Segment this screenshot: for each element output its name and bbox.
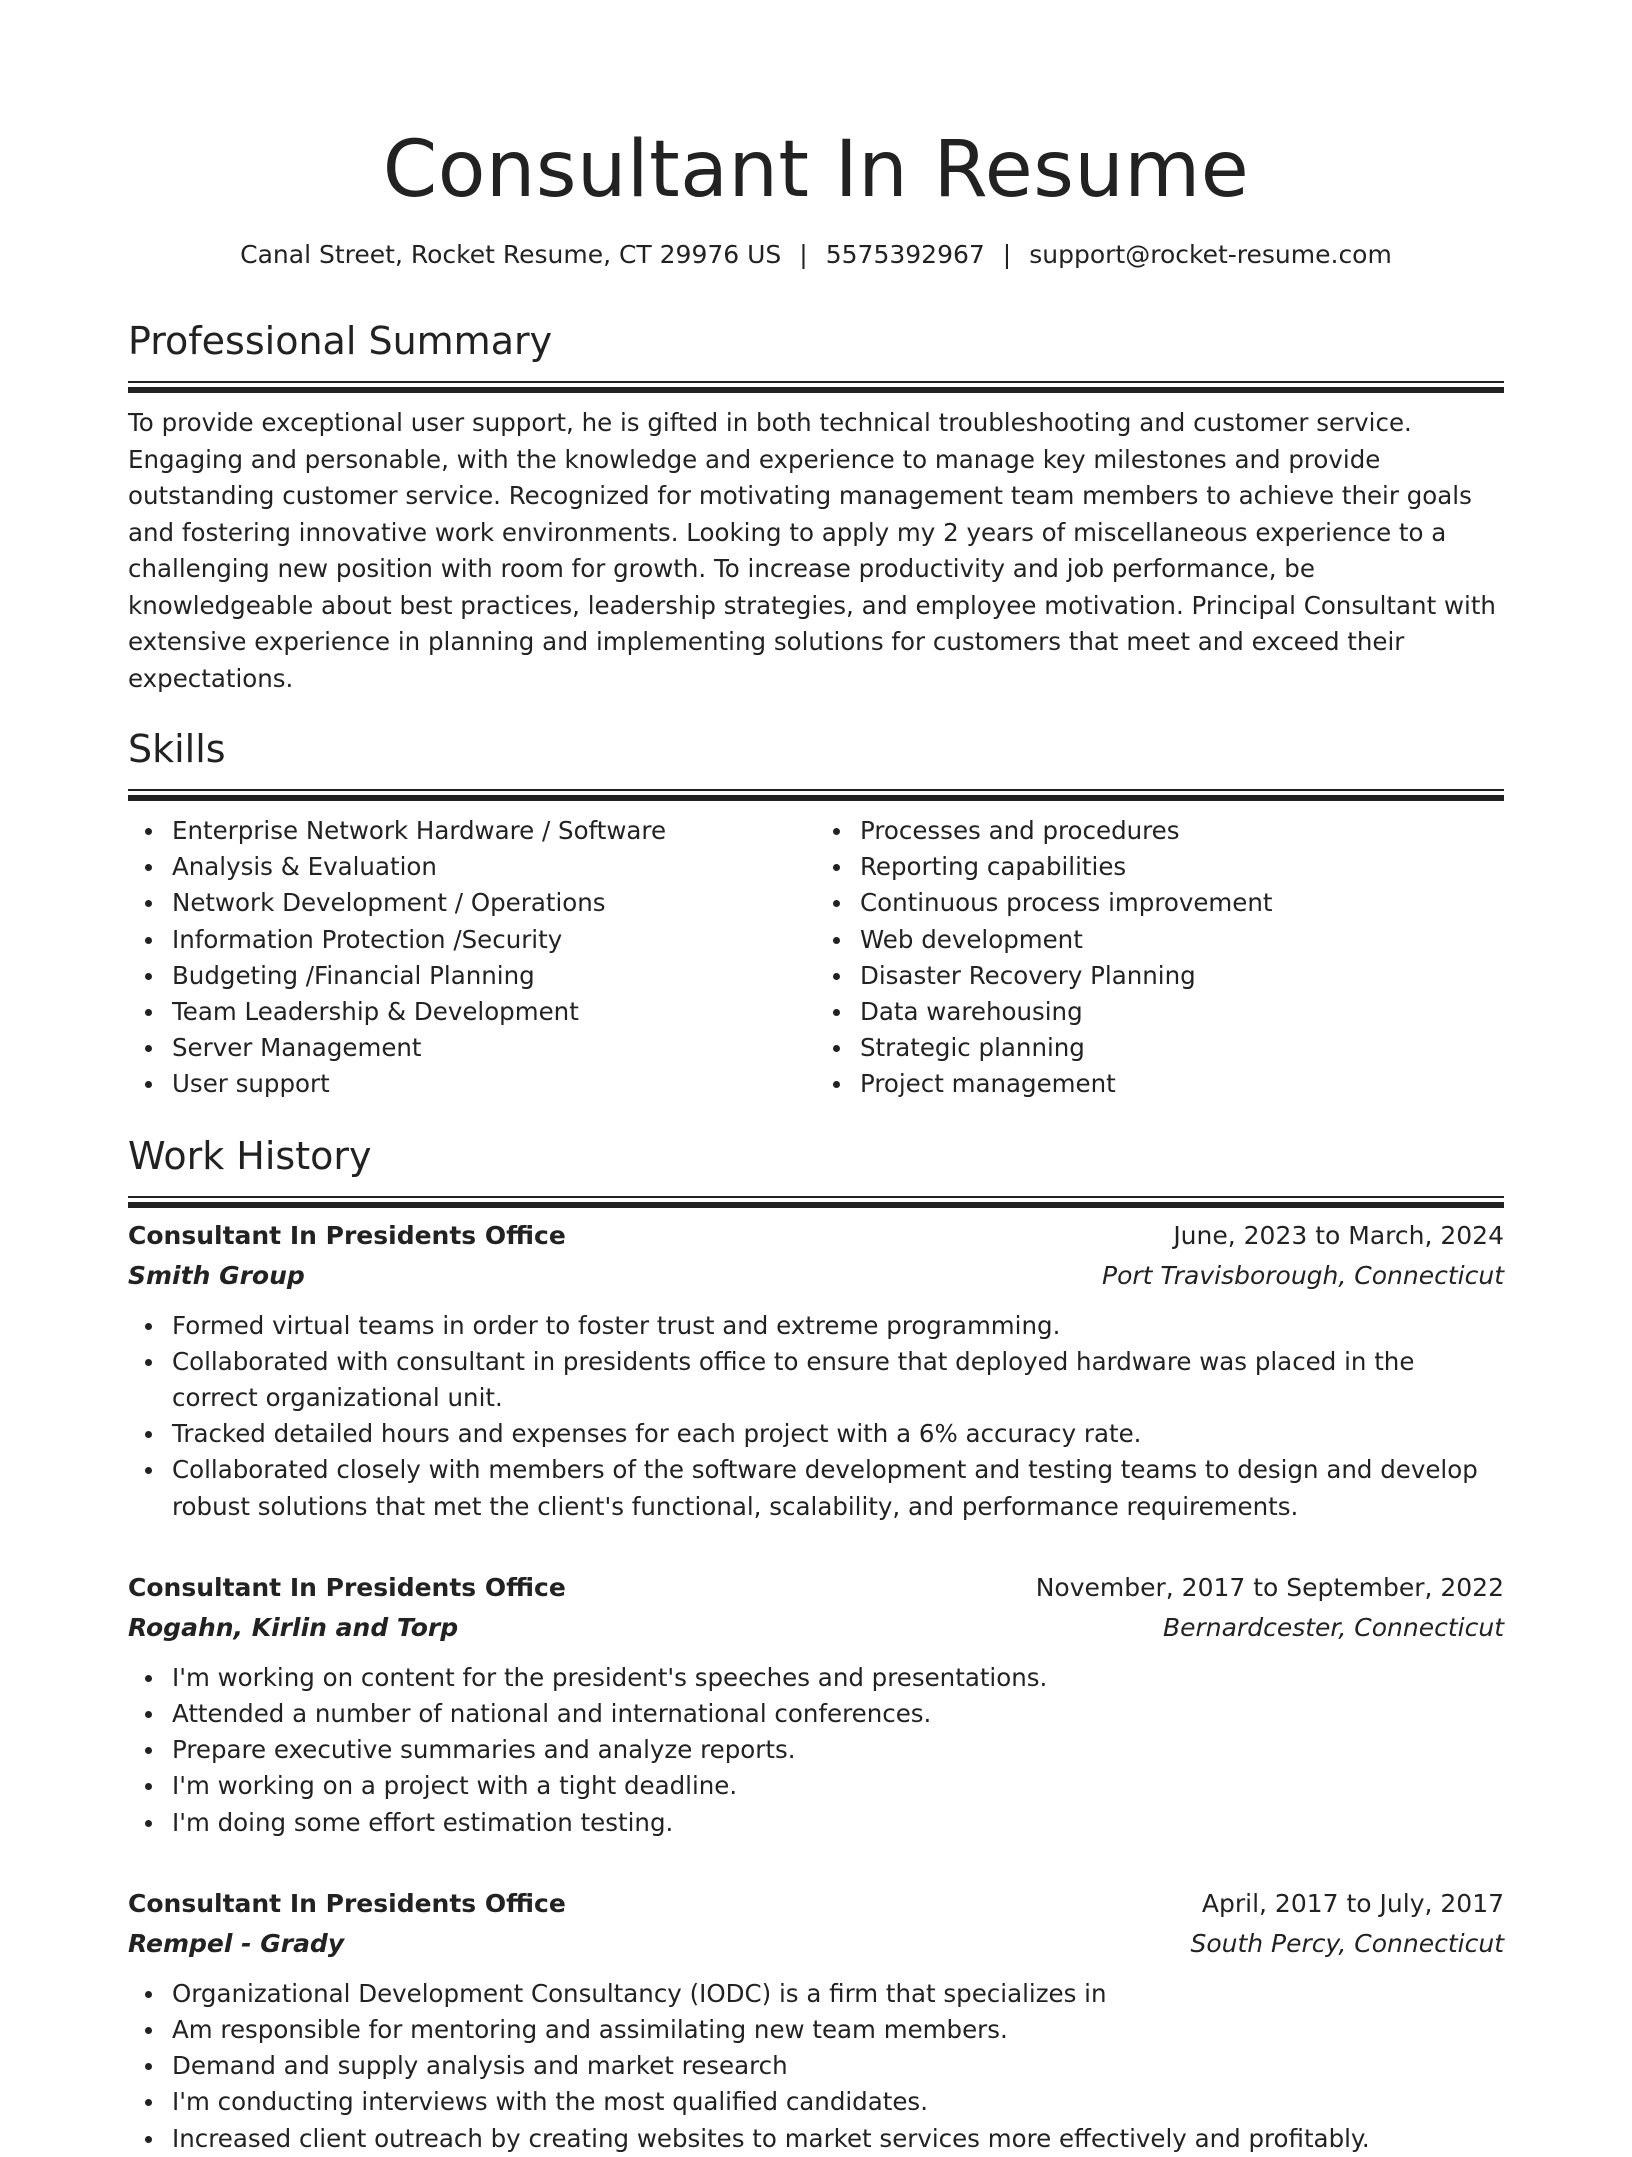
resume-name: Consultant In Resume bbox=[382, 125, 1250, 215]
skills-section bbox=[128, 724, 1504, 1103]
skills-grid bbox=[128, 813, 1504, 1103]
skill-item: Analysis & Evaluation bbox=[172, 849, 816, 885]
job-location: South Percy, Connecticut bbox=[1190, 1928, 1504, 1958]
job-dates: November, 2017 to September, 2022 bbox=[1035, 1572, 1504, 1602]
skill-item: Server Management bbox=[172, 1030, 816, 1066]
contact-email: support@rocket-resume.com bbox=[1029, 240, 1392, 269]
job-location: Port Travisborough, Connecticut bbox=[1102, 1260, 1504, 1290]
duty-item: I'm working on content for the president's speeches and presentations. bbox=[172, 1660, 1504, 1696]
skill-item: Network Development / Operations bbox=[172, 885, 816, 921]
job-title: Consultant In Presidents Office bbox=[128, 1220, 566, 1250]
job-header-row bbox=[128, 1568, 1504, 1608]
section-title-work: Work History bbox=[128, 1133, 372, 1178]
job-company-row bbox=[128, 1608, 1504, 1648]
contact-separator: | bbox=[1002, 240, 1012, 269]
duty-item: Prepare executive summaries and analyze reports. bbox=[172, 1732, 1504, 1768]
job-title: Consultant In Presidents Office bbox=[128, 1572, 566, 1602]
duty-item: Tracked detailed hours and expenses for each project with a 6% accuracy rate. bbox=[172, 1416, 1504, 1452]
skill-item: Information Protection /Security bbox=[172, 922, 816, 958]
skill-item: Enterprise Network Hardware / Software bbox=[172, 813, 816, 849]
job-company: Rempel - Grady bbox=[128, 1928, 345, 1958]
section-divider bbox=[128, 1196, 1504, 1198]
contact-line bbox=[128, 238, 1504, 272]
job-company-row bbox=[128, 1256, 1504, 1296]
job-entry bbox=[128, 1568, 1504, 1841]
duty-item: Am responsible for mentoring and assimilating new team members. bbox=[172, 2012, 1504, 2048]
skill-item: Strategic planning bbox=[860, 1030, 1504, 1066]
skill-item: User support bbox=[172, 1066, 816, 1102]
skill-item: Disaster Recovery Planning bbox=[860, 958, 1504, 994]
contact-phone: 5575392967 bbox=[825, 240, 985, 269]
job-duties-list bbox=[128, 1308, 1504, 1525]
section-divider bbox=[128, 789, 1504, 791]
section-divider bbox=[128, 381, 1504, 383]
skill-item: Web development bbox=[860, 922, 1504, 958]
job-company: Smith Group bbox=[128, 1260, 305, 1290]
job-entry bbox=[128, 1884, 1504, 2157]
duty-item: Increased client outreach by creating websites to market services more effectively and profitably. bbox=[172, 2121, 1504, 2157]
duty-item: Demand and supply analysis and market research bbox=[172, 2048, 1504, 2084]
job-duties-list bbox=[128, 1976, 1504, 2157]
job-dates: April, 2017 to July, 2017 bbox=[1201, 1888, 1504, 1918]
job-entry bbox=[128, 1216, 1504, 1525]
summary-text: To provide exceptional user support, he is gifted in both technical troubleshooting and customer service. Engaging and personable, with the knowledge and experience to manage key milestones and provide outstanding customer service. Recognized for motivating management team members to achieve their goals and fostering innovative work environments. Looking to apply my 2 years of miscellaneous experience to a challenging new position with room for growth. To increase productivity and job performance, be knowledgeable about best practices, leadership strategies, and employee motivation. Principal Consultant with extensive experience in planning and implementing solutions for customers that meet and exceed their expectations. bbox=[128, 408, 1496, 693]
job-header-row bbox=[128, 1216, 1504, 1256]
skills-column-left bbox=[128, 813, 816, 1103]
skill-item: Project management bbox=[860, 1066, 1504, 1102]
section-title-summary: Professional Summary bbox=[128, 319, 553, 363]
skills-column-right bbox=[816, 813, 1504, 1103]
duty-item: I'm doing some effort estimation testing. bbox=[172, 1805, 1504, 1841]
job-company-row bbox=[128, 1924, 1504, 1964]
duty-item: Collaborated closely with members of the software development and testing teams to design and develop robust solutions that met the client's functional, scalability, and performance requirements. bbox=[172, 1452, 1504, 1524]
skill-item: Reporting capabilities bbox=[860, 849, 1504, 885]
skill-item: Budgeting /Financial Planning bbox=[172, 958, 816, 994]
job-company: Rogahn, Kirlin and Torp bbox=[128, 1612, 459, 1642]
contact-separator: | bbox=[799, 240, 808, 269]
duty-item: Attended a number of national and international conferences. bbox=[172, 1696, 1504, 1732]
contact-address: Canal Street, Rocket Resume, CT 29976 US bbox=[240, 240, 782, 269]
skill-item: Data warehousing bbox=[860, 994, 1504, 1030]
skill-item: Team Leadership & Development bbox=[172, 994, 816, 1030]
job-title: Consultant In Presidents Office bbox=[128, 1888, 566, 1918]
skill-item: Continuous process improvement bbox=[860, 885, 1504, 921]
duty-item: Organizational Development Consultancy (IODC) is a firm that specializes in bbox=[172, 1976, 1504, 2012]
job-header-row bbox=[128, 1884, 1504, 1924]
duty-item: Collaborated with consultant in presidents office to ensure that deployed hardware was placed in the correct organizational unit. bbox=[172, 1344, 1504, 1416]
job-dates: June, 2023 to March, 2024 bbox=[1173, 1220, 1504, 1250]
duty-item: I'm conducting interviews with the most qualified candidates. bbox=[172, 2084, 1504, 2120]
duty-item: Formed virtual teams in order to foster trust and extreme programming. bbox=[172, 1308, 1504, 1344]
job-duties-list bbox=[128, 1660, 1504, 1841]
work-history-section bbox=[128, 1131, 1504, 2157]
job-location: Bernardcester, Connecticut bbox=[1162, 1612, 1504, 1642]
section-title-skills: Skills bbox=[128, 727, 226, 771]
duty-item: I'm working on a project with a tight deadline. bbox=[172, 1768, 1504, 1804]
professional-summary-section bbox=[128, 316, 1504, 697]
skill-item: Processes and procedures bbox=[860, 813, 1504, 849]
